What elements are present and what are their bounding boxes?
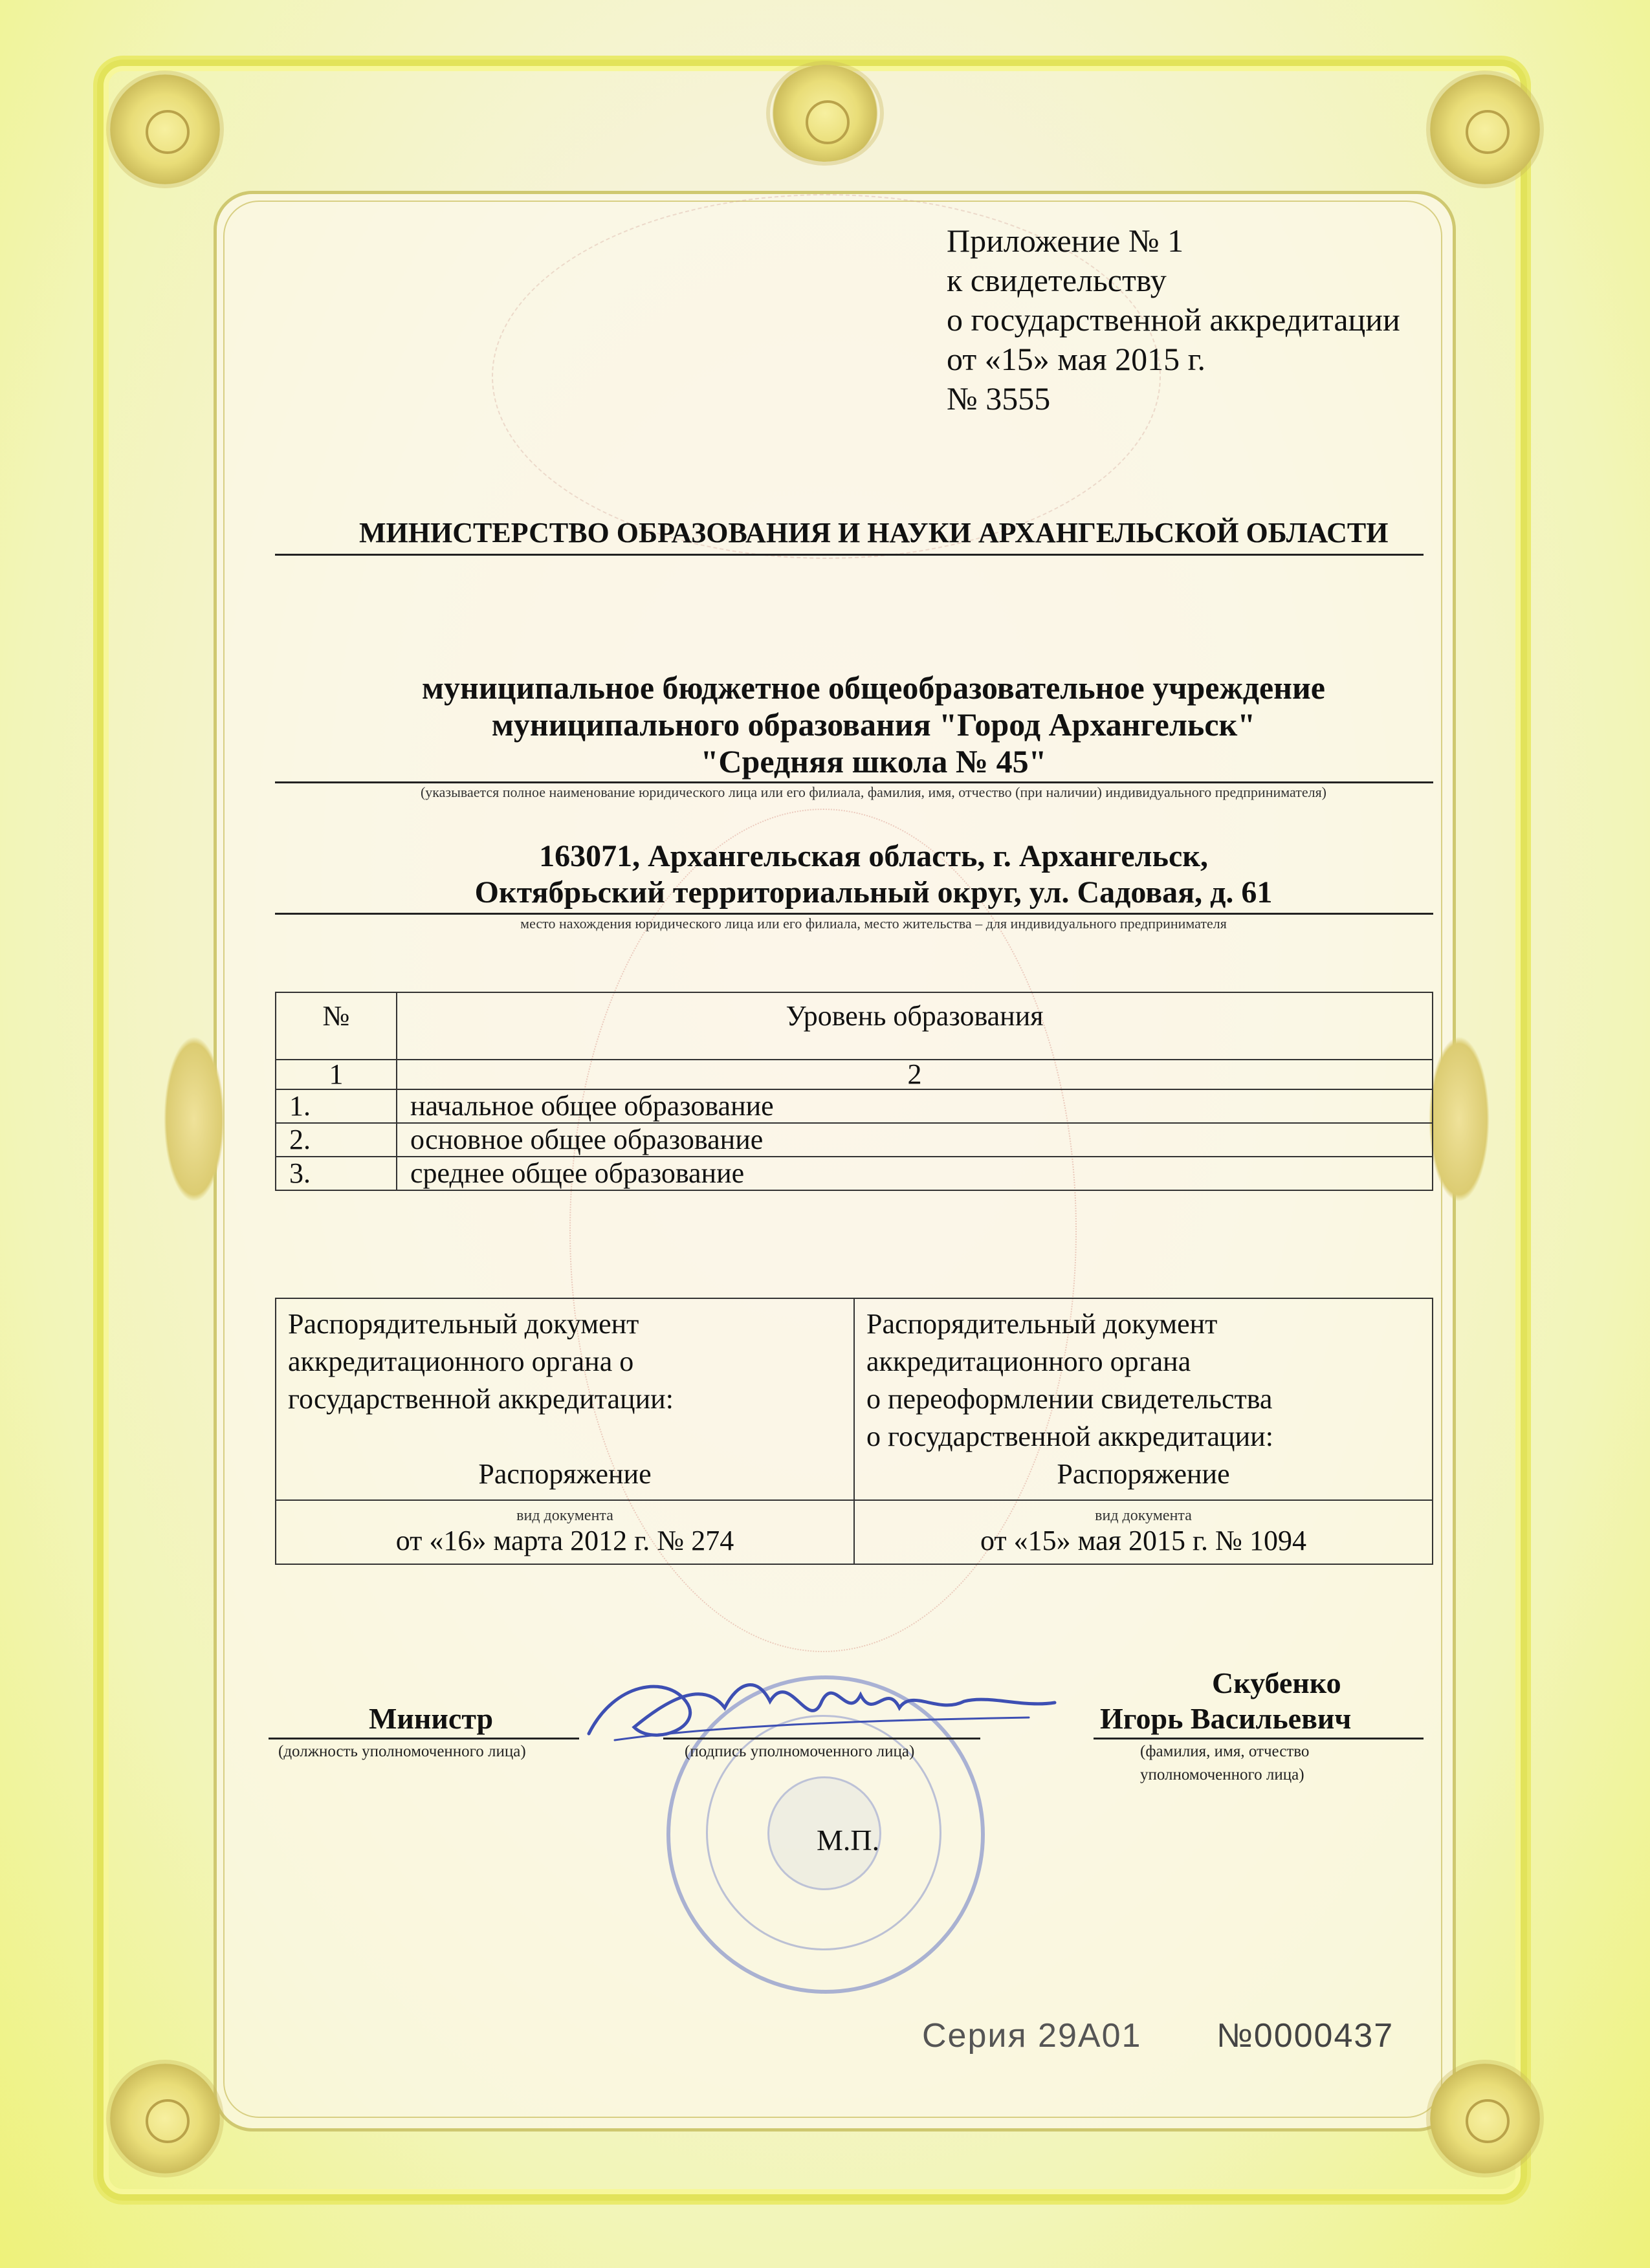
name-underline xyxy=(1094,1738,1424,1739)
position-underline xyxy=(269,1738,579,1739)
row-level: начальное общее образование xyxy=(397,1089,1433,1123)
signature-underline xyxy=(663,1738,980,1739)
corner-ornament-icon xyxy=(1430,2064,1540,2174)
corner-ornament-icon xyxy=(110,2064,220,2174)
documents-date-row xyxy=(276,1500,1433,1564)
table-row xyxy=(276,1123,1433,1157)
left-document-kind: Распоряжение xyxy=(478,1458,652,1490)
left-document-title: Распорядительный документ аккредитационного органа о государственной аккредитации: xyxy=(288,1308,674,1415)
address-line-2: Октябрьский территориальный округ, ул. Садовая, д. 61 xyxy=(474,875,1273,910)
organization-name-line-2: муниципального образования "Город Архангельск" xyxy=(491,706,1256,743)
signatory-position: Министр xyxy=(369,1702,494,1735)
row-level: среднее общее образование xyxy=(397,1157,1433,1190)
table-column-numbers-row xyxy=(276,1060,1433,1089)
column-number-2: 2 xyxy=(397,1060,1433,1089)
name-hint-line-2: уполномоченного лица) xyxy=(1140,1766,1304,1783)
organization-hint: (указывается полное наименование юридического лица или его филиала, фамилия, имя, отчество (при наличии) индивидуального предпринимателя) xyxy=(420,784,1327,800)
signatory-name: Игорь Васильевич xyxy=(1100,1702,1352,1735)
row-number: 2. xyxy=(276,1123,397,1157)
left-document-cell xyxy=(276,1298,854,1500)
documents-title-row xyxy=(276,1298,1433,1500)
education-levels-table xyxy=(275,992,1433,1191)
right-document-date: от «15» мая 2015 г. № 1094 xyxy=(980,1525,1307,1556)
ministry-underline xyxy=(275,554,1424,556)
top-ornament-icon xyxy=(770,65,880,162)
signatory-surname: Скубенко xyxy=(1212,1666,1341,1699)
right-document-title: Распорядительный документ аккредитационного органа о переоформлении свидетельства о государственной аккредитации: xyxy=(866,1308,1273,1452)
table-row xyxy=(276,1157,1433,1190)
right-document-kind-hint: вид документа xyxy=(1095,1507,1192,1524)
form-serial-number: №0000437 xyxy=(1216,2017,1394,2055)
corner-ornament-icon xyxy=(1430,74,1540,184)
table-header-row xyxy=(276,992,1433,1060)
address-line-1: 163071, Архангельская область, г. Архангельск, xyxy=(539,839,1208,873)
form-series: Серия 29А01 xyxy=(922,2017,1142,2055)
position-hint: (должность уполномоченного лица) xyxy=(278,1743,526,1760)
row-level: основное общее образование xyxy=(397,1123,1433,1157)
organization-underline xyxy=(275,781,1433,783)
corner-ornament-icon xyxy=(110,74,220,184)
left-document-kind-hint: вид документа xyxy=(516,1507,613,1524)
left-document-date: от «16» марта 2012 г. № 274 xyxy=(395,1525,734,1556)
row-number: 1. xyxy=(276,1089,397,1123)
right-document-date-cell xyxy=(854,1500,1433,1564)
name-hint-line-1: (фамилия, имя, отчество xyxy=(1140,1743,1310,1760)
address-hint: место нахождения юридического лица или его филиала, место жительства – для индивидуального предпринимателя xyxy=(520,915,1227,932)
side-ornament-icon xyxy=(159,1022,230,1216)
right-document-cell xyxy=(854,1298,1433,1500)
column-number-1: 1 xyxy=(276,1060,397,1089)
annex-header: Приложение № 1 к свидетельству о государственной аккредитации от «15» мая 2015 г. № 3555 xyxy=(947,223,1400,417)
row-number: 3. xyxy=(276,1157,397,1190)
column-header-level: Уровень образования xyxy=(397,992,1433,1060)
table-row xyxy=(276,1089,1433,1123)
administrative-documents-table xyxy=(275,1298,1433,1565)
ministry-name: МИНИСТЕРСТВО ОБРАЗОВАНИЯ И НАУКИ АРХАНГЕЛЬСКОЙ ОБЛАСТИ xyxy=(359,517,1389,549)
right-document-kind: Распоряжение xyxy=(1057,1458,1230,1490)
column-header-number: № xyxy=(276,992,397,1060)
side-ornament-icon xyxy=(1424,1022,1495,1216)
left-document-date-cell xyxy=(276,1500,854,1564)
signature-hint: (подпись уполномоченного лица) xyxy=(685,1743,915,1760)
organization-name-line-1: муниципальное бюджетное общеобразовательное учреждение xyxy=(422,670,1325,706)
organization-name-line-3: "Средняя школа № 45" xyxy=(700,743,1047,780)
address-underline xyxy=(275,913,1433,915)
stamp-place-label: М.П. xyxy=(817,1824,880,1857)
